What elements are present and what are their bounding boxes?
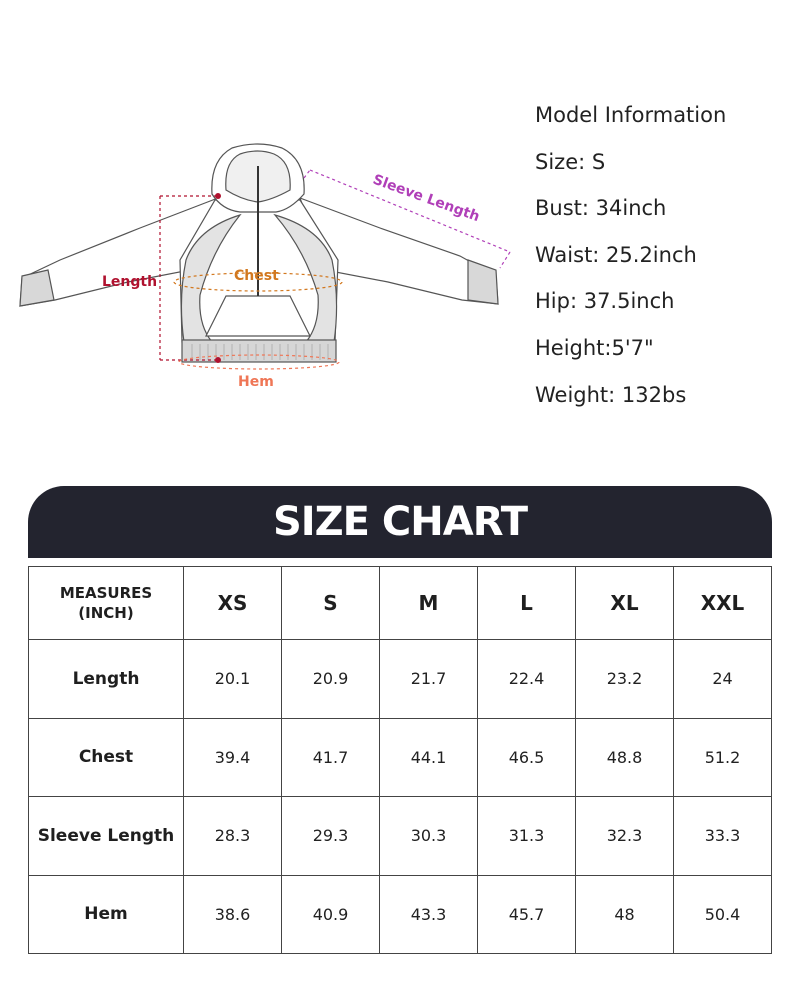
table-cell: 20.9 xyxy=(282,640,380,719)
measures-header-line2: (INCH) xyxy=(78,604,134,622)
size-m-header: M xyxy=(380,567,478,640)
row-label-length: Length xyxy=(29,640,184,719)
table-cell: 45.7 xyxy=(478,875,576,954)
table-row-length xyxy=(29,640,772,719)
row-label-hem: Hem xyxy=(29,875,184,954)
table-cell: 44.1 xyxy=(380,718,478,797)
table-cell: 41.7 xyxy=(282,718,380,797)
table-cell: 51.2 xyxy=(674,718,772,797)
model-weight: Weight: 132bs xyxy=(535,382,687,407)
table-cell: 33.3 xyxy=(674,797,772,876)
table-cell: 50.4 xyxy=(674,875,772,954)
size-xs-header: XS xyxy=(184,567,282,640)
table-cell: 38.6 xyxy=(184,875,282,954)
size-chart-title: SIZE CHART xyxy=(272,499,528,545)
row-label-sleeve-length: Sleeve Length xyxy=(29,797,184,876)
table-cell: 46.5 xyxy=(478,718,576,797)
table-cell: 20.1 xyxy=(184,640,282,719)
size-xl-header: XL xyxy=(576,567,674,640)
hem-label: Hem xyxy=(238,374,274,390)
model-hip: Hip: 37.5inch xyxy=(535,289,675,314)
table-row-hem xyxy=(29,875,772,954)
table-row-chest xyxy=(29,718,772,797)
model-info-title: Model Information xyxy=(535,103,727,127)
measures-header-line1: MEASURES xyxy=(59,584,153,602)
table-cell: 31.3 xyxy=(478,797,576,876)
left-cuff xyxy=(20,270,54,306)
table-cell: 39.4 xyxy=(184,718,282,797)
size-chart-banner xyxy=(28,486,772,558)
size-header-row xyxy=(29,567,772,640)
table-cell: 48 xyxy=(576,875,674,954)
hoodie-diagram xyxy=(0,110,520,420)
table-cell: 28.3 xyxy=(184,797,282,876)
size-l-header: L xyxy=(478,567,576,640)
length-label: Length xyxy=(102,274,158,290)
model-size: Size: S xyxy=(535,149,606,174)
row-label-chest: Chest xyxy=(29,718,184,797)
table-cell: 48.8 xyxy=(576,718,674,797)
sleeve-length-label: Sleeve Length xyxy=(370,171,482,226)
table-cell: 40.9 xyxy=(282,875,380,954)
size-xxl-header: XXL xyxy=(674,567,772,640)
table-cell: 29.3 xyxy=(282,797,380,876)
right-cuff xyxy=(468,260,498,304)
table-cell: 21.7 xyxy=(380,640,478,719)
table-cell: 24 xyxy=(674,640,772,719)
size-s-header: S xyxy=(282,567,380,640)
model-height: Height:5'7" xyxy=(535,335,654,360)
length-top-dot xyxy=(215,193,221,199)
measures-header xyxy=(29,567,184,640)
table-cell: 30.3 xyxy=(380,797,478,876)
model-bust: Bust: 34inch xyxy=(535,196,667,221)
chest-label: Chest xyxy=(234,268,279,284)
model-information xyxy=(535,104,785,430)
length-bottom-dot xyxy=(215,357,221,363)
table-cell: 43.3 xyxy=(380,875,478,954)
size-chart-table xyxy=(28,566,772,954)
model-waist: Waist: 25.2inch xyxy=(535,242,697,267)
table-row-sleeve-length xyxy=(29,797,772,876)
table-cell: 22.4 xyxy=(478,640,576,719)
hem-band xyxy=(182,340,336,362)
table-cell: 32.3 xyxy=(576,797,674,876)
table-cell: 23.2 xyxy=(576,640,674,719)
